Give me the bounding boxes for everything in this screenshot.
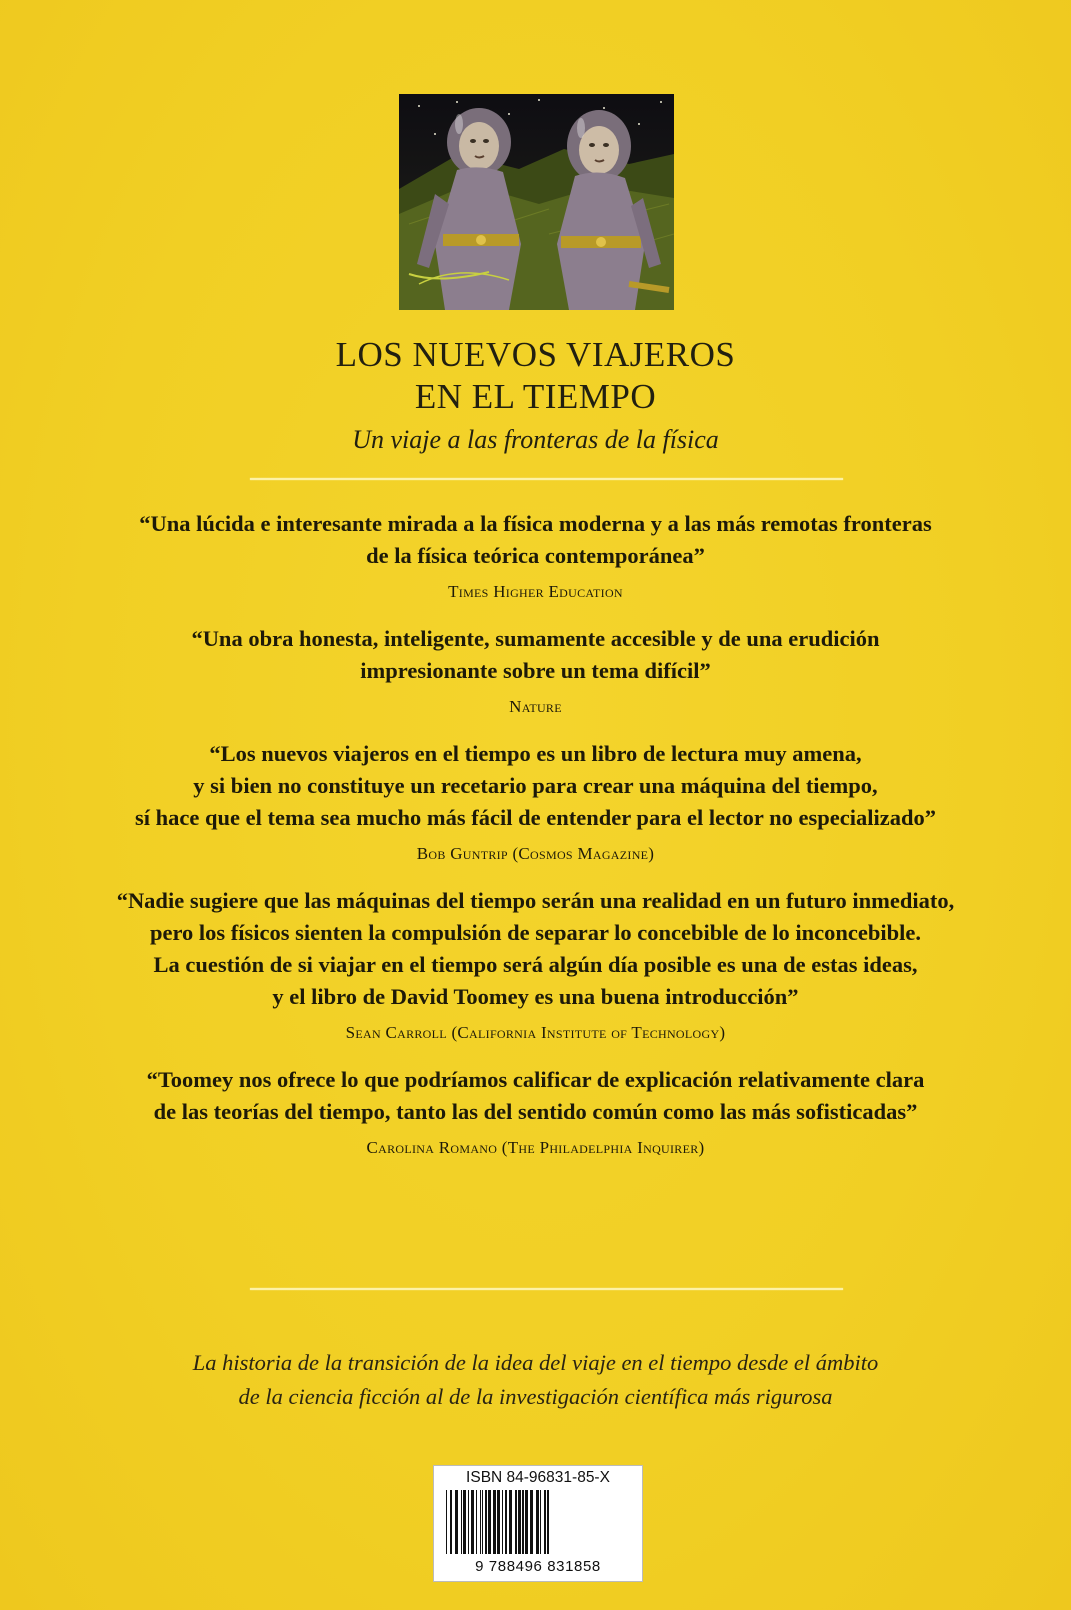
- review-source: Sean Carroll (California Institute of Technology): [345, 1023, 726, 1042]
- barcode-bar: [493, 1490, 496, 1554]
- book-title-line-2: EN EL TIEMPO: [414, 377, 657, 416]
- review-quote-line: impresionante sobre un tema difícil”: [360, 658, 711, 683]
- review-quote-line: y si bien no constituye un recetario para crear una máquina del tiempo,: [193, 773, 878, 798]
- barcode-bar: [461, 1490, 462, 1554]
- isbn-barcode: [433, 1465, 643, 1582]
- two-astronauts-illustration: [399, 94, 674, 310]
- review-quote-line: “Toomey nos ofrece lo que podríamos calificar de explicación relativamente clara: [146, 1067, 925, 1092]
- review-quote-line: sí hace que el tema sea mucho más fácil de entender para el lector no especializado”: [135, 805, 936, 830]
- review-source: Bob Guntrip (Cosmos Magazine): [416, 844, 655, 863]
- review-quote-line: “Nadie sugiere que las máquinas del tiempo serán una realidad en un futuro inmediato,: [116, 888, 955, 913]
- barcode-bar: [482, 1490, 483, 1554]
- barcode-number: 9 788496 831858: [475, 1558, 601, 1575]
- barcode-bar: [463, 1490, 466, 1554]
- barcode-bar: [488, 1490, 491, 1554]
- barcode-bar: [536, 1490, 539, 1554]
- review-quote-line: de la física teórica contemporánea”: [366, 543, 705, 568]
- review-quote-line: de las teorías del tiempo, tanto las del sentido común como las más sofisticadas”: [153, 1099, 918, 1124]
- barcode-bar: [455, 1490, 458, 1554]
- title-block: [0, 334, 1071, 460]
- barcode-bar: [450, 1490, 452, 1554]
- barcode-bar: [446, 1490, 447, 1554]
- review-source: Times Higher Education: [448, 582, 623, 601]
- barcode-bar: [518, 1490, 521, 1554]
- reviews-section: [0, 508, 1071, 1179]
- barcode-bar: [480, 1490, 481, 1554]
- barcode-bar: [530, 1490, 533, 1554]
- divider-top: [250, 478, 843, 480]
- review-quote-line: pero los físicos sienten la compulsión de separar lo concebible de lo inconcebible.: [149, 920, 922, 945]
- isbn-label: ISBN 84-96831-85-X: [466, 1469, 610, 1486]
- barcode-bar: [547, 1490, 549, 1554]
- barcode-bar: [515, 1490, 517, 1554]
- tagline-line-2: de la ciencia ficción al de la investigación científica más rigurosa: [238, 1384, 833, 1409]
- barcode-bar: [544, 1490, 546, 1554]
- barcode-bar: [502, 1490, 503, 1554]
- barcode-bar: [509, 1490, 512, 1554]
- barcode-bars: [446, 1490, 632, 1554]
- book-title-line-1: LOS NUEVOS VIAJEROS: [335, 335, 736, 374]
- astronauts-image: [399, 94, 674, 310]
- review-quote-line: La cuestión de si viajar en el tiempo será algún día posible es una de estas ideas,: [153, 952, 918, 977]
- barcode-bar: [497, 1490, 500, 1554]
- review-source: Carolina Romano (The Philadelphia Inquirer): [366, 1138, 705, 1157]
- tagline-line-1: La historia de la transición de la idea del viaje en el tiempo desde el ámbito: [192, 1350, 879, 1375]
- review-quote-line: “Una lúcida e interesante mirada a la física moderna y a las más remotas fronteras: [139, 511, 932, 536]
- tagline: [0, 1346, 1071, 1414]
- divider-bottom: [250, 1288, 843, 1290]
- barcode-bar: [476, 1490, 477, 1554]
- barcode-bar: [522, 1490, 524, 1554]
- review-quote-line: “Los nuevos viajeros en el tiempo es un libro de lectura muy amena,: [209, 741, 862, 766]
- review-quote-line: “Una obra honesta, inteligente, sumamente accesible y de una erudición: [191, 626, 880, 651]
- review-2: [0, 623, 1071, 719]
- review-4: [0, 885, 1071, 1045]
- review-5: [0, 1064, 1071, 1160]
- barcode-bar: [471, 1490, 474, 1554]
- review-quote-line: y el libro de David Toomey es una buena introducción”: [272, 984, 799, 1009]
- review-source: Nature: [509, 697, 562, 716]
- barcode-bar: [485, 1490, 487, 1554]
- review-1: [0, 508, 1071, 604]
- review-3: [0, 738, 1071, 866]
- barcode-bar: [505, 1490, 507, 1554]
- book-subtitle: Un viaje a las fronteras de la física: [352, 425, 719, 454]
- barcode-bar: [468, 1490, 469, 1554]
- barcode-bar: [540, 1490, 541, 1554]
- barcode-bar: [525, 1490, 528, 1554]
